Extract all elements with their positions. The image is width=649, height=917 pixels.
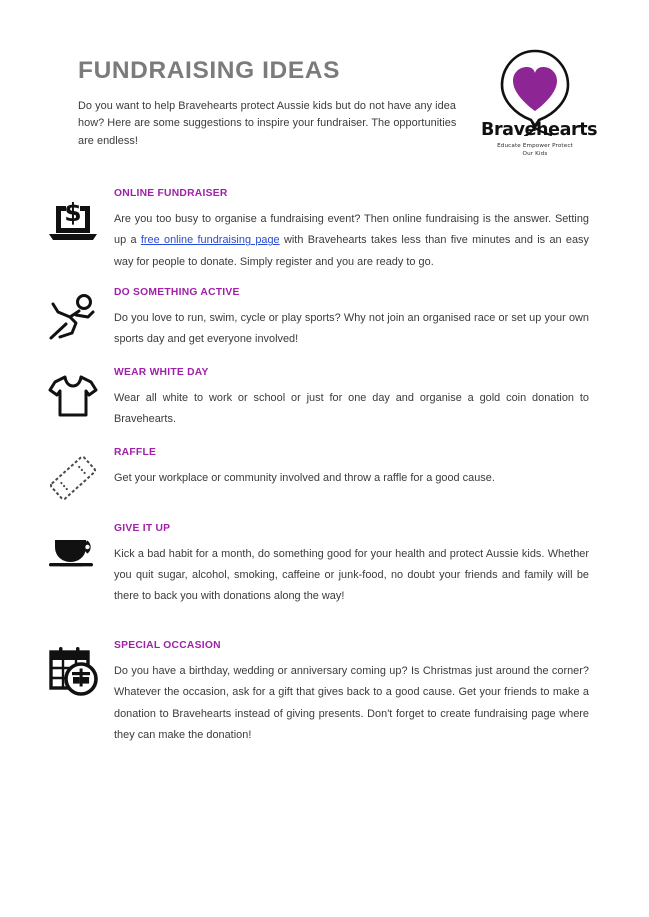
idea-text-part-1: Are you too busy to organise a fundraising event? Then online fundraising is the answer. Setting up a (114, 213, 589, 247)
idea-body (114, 287, 589, 351)
idea-heading-do-something-active: DO SOMETHING ACTIVE (114, 286, 240, 298)
idea-icon-wrapper (32, 287, 114, 343)
free-online-fundraising-page-link[interactable]: free online fundraising page (140, 234, 280, 247)
idea-section-special-occasion (32, 640, 589, 746)
idea-text-raffle: Get your workplace or community involved and throw a raffle for a good cause. (114, 471, 495, 484)
idea-text-part-2: with Bravehearts takes less than five minutes and is an easy way for people to donate. Simply register and you are ready to go. (114, 234, 589, 268)
running-person-icon (46, 293, 100, 343)
header-text-block (78, 58, 468, 151)
ideas-list (0, 188, 649, 746)
idea-body (114, 640, 589, 746)
idea-heading-special-occasion: SPECIAL OCCASION (114, 639, 221, 651)
logo-tagline-line-2: Our Kids (522, 150, 548, 157)
idea-icon-wrapper (32, 188, 114, 242)
idea-heading-online-fundraiser: ONLINE FUNDRAISER (114, 187, 228, 199)
idea-text-do-something-active: Do you love to run, swim, cycle or play sports? Why not join an organised race or set up your own sports day and get everyone involved! (114, 312, 589, 346)
calendar-gift-icon (47, 646, 99, 696)
svg-text:$: $ (64, 197, 82, 227)
page-title: FUNDRAISING IDEAS (78, 57, 341, 84)
logo-tagline (481, 142, 589, 158)
intro-paragraph: Do you want to help Bravehearts protect Aussie kids but do not have any idea how? Here are some suggestions to inspire your fundraiser. The opportunities are endless! (78, 99, 457, 148)
idea-body (114, 367, 589, 431)
idea-icon-wrapper (32, 523, 114, 571)
idea-section-do-something-active (32, 287, 589, 351)
tshirt-icon (47, 373, 99, 419)
idea-icon-wrapper (32, 640, 114, 696)
coffee-cup-icon (46, 529, 100, 571)
idea-section-wear-white-day (32, 367, 589, 431)
document-header (0, 0, 649, 158)
raffle-ticket-icon (46, 453, 100, 503)
idea-body (114, 188, 589, 273)
bravehearts-logo (481, 48, 598, 158)
idea-section-raffle (32, 447, 589, 503)
idea-section-give-it-up (32, 523, 589, 608)
idea-section-online-fundraiser (32, 188, 589, 273)
logo-wordmark: Bravehearts (481, 120, 598, 140)
logo-tagline-line-1: Educate Empower Protect (497, 142, 573, 149)
laptop-dollar-icon (45, 194, 101, 242)
idea-text-wear-white-day: Wear all white to work or school or just for one day and organise a gold coin donation to Bravehearts. (114, 392, 589, 426)
idea-text-special-occasion: Do you have a birthday, wedding or anniversary coming up? Is Christmas just around the corner? Whatever the occasion, ask for a gift that gives back to a good cause. Get your friends to make a donation to Bravehearts instead of giving presents. Don't forget to create fundraising page where they can make the donation! (114, 665, 589, 741)
idea-icon-wrapper (32, 367, 114, 419)
idea-text-online-fundraiser (114, 209, 589, 273)
idea-icon-wrapper (32, 447, 114, 503)
idea-heading-raffle: RAFFLE (114, 446, 157, 458)
idea-body (114, 447, 589, 490)
idea-heading-give-it-up: GIVE IT UP (114, 522, 171, 534)
idea-heading-wear-white-day: WEAR WHITE DAY (114, 366, 209, 378)
idea-text-give-it-up: Kick a bad habit for a month, do something good for your health and protect Aussie kids. Whether you quit sugar, alcohol, smoking, caffeine or junk-food, no doubt your friends and family will be there to back you with donations along the way! (114, 547, 589, 603)
idea-body (114, 523, 589, 608)
